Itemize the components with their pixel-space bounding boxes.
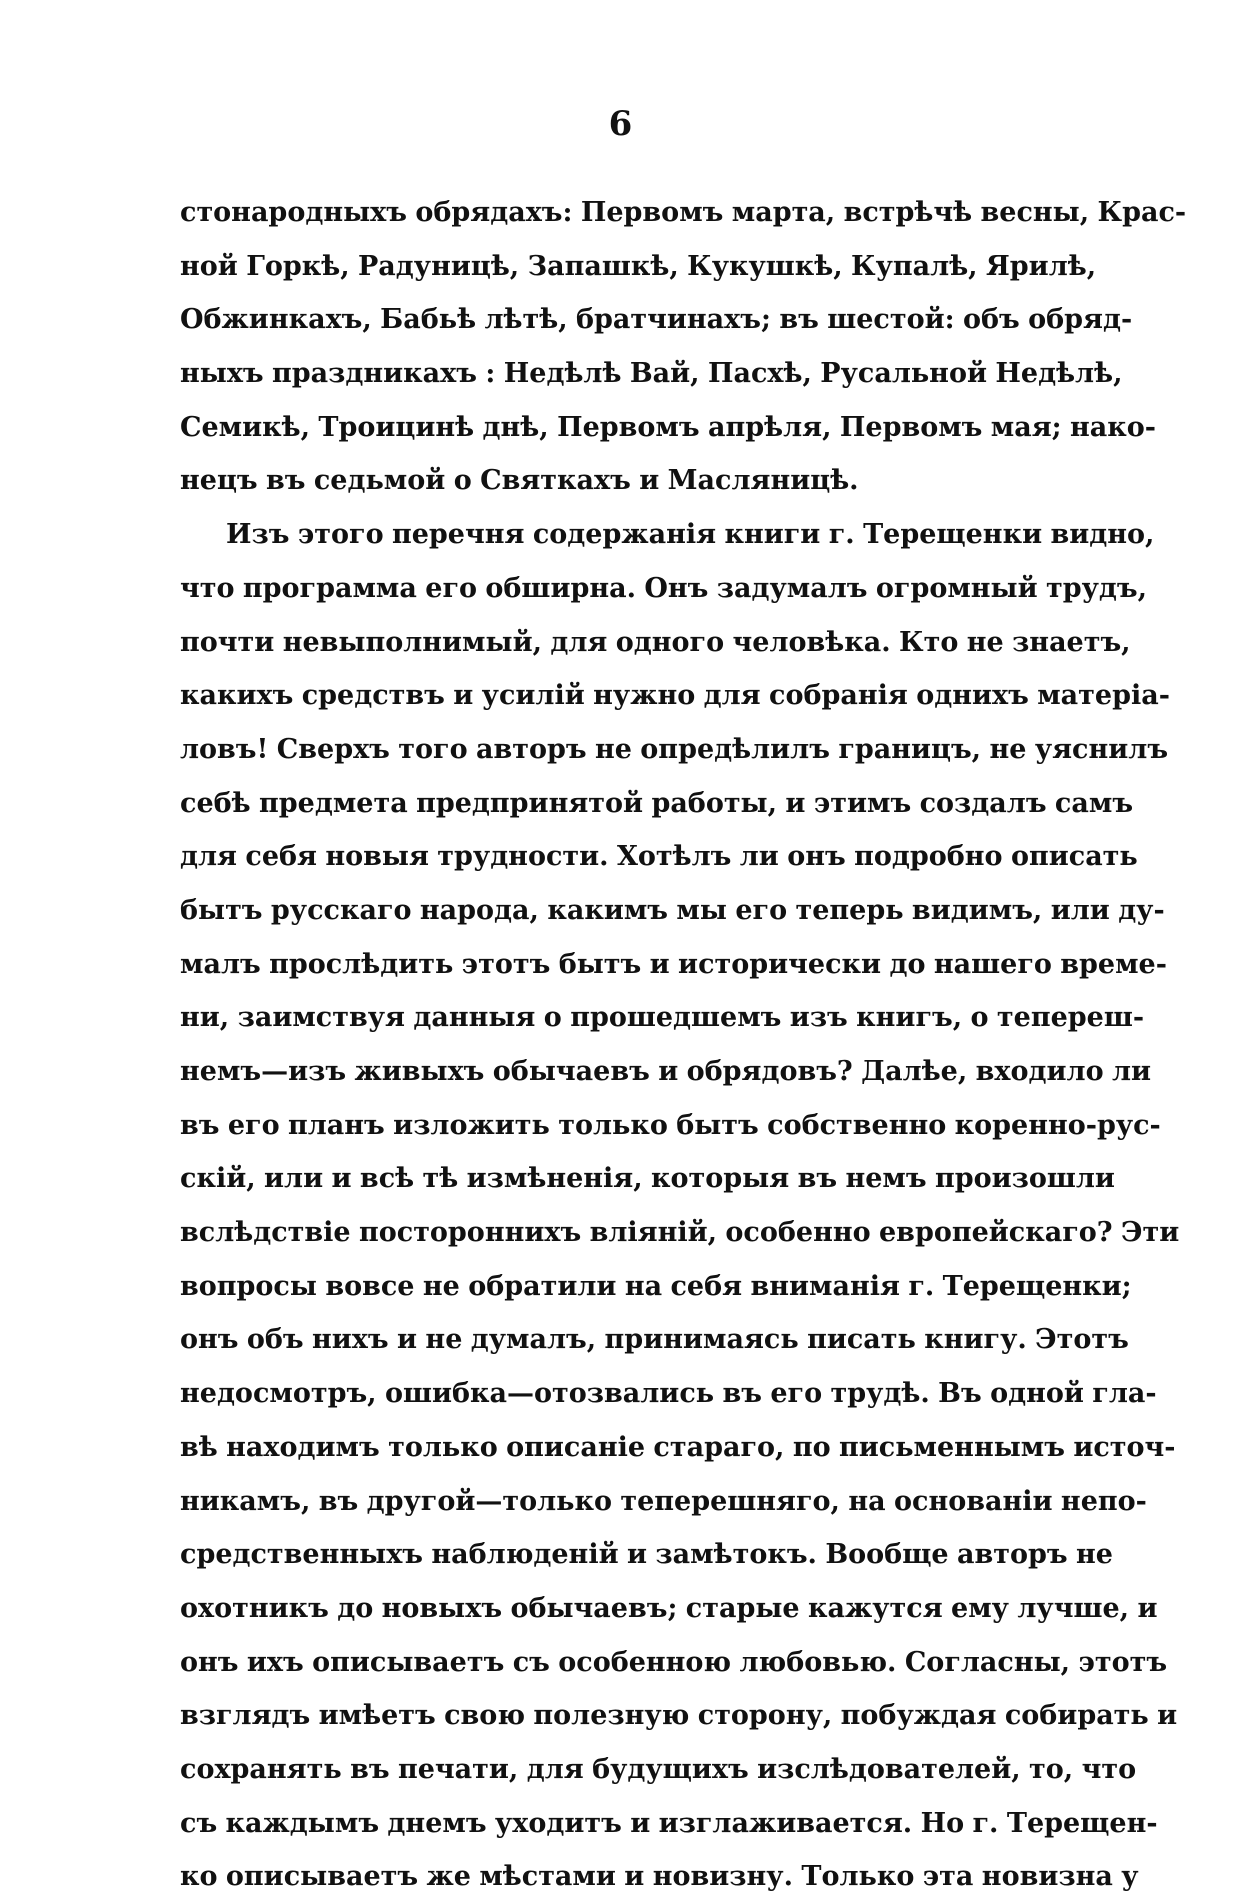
paragraph-1 — [180, 186, 1187, 508]
text-line: недосмотръ, ошибка—отозвались въ его трудѣ. Въ одной гла- — [180, 1378, 1157, 1410]
text-line: Обжинкахъ, Бабьѣ лѣтѣ, братчинахъ; въ шестой: объ обряд- — [180, 304, 1133, 336]
text-line: охотникъ до новыхъ обычаевъ; старые кажутся ему лучше, и — [180, 1592, 1158, 1624]
text-block — [180, 186, 1187, 1904]
text-line: скій, или и всѣ тѣ измѣненія, которыя въ немъ произошли — [180, 1163, 1115, 1195]
text-line: ной Горкѣ, Радуницѣ, Запашкѣ, Кукушкѣ, Купалѣ, Ярилѣ, — [180, 250, 1097, 282]
text-line: нецъ въ седьмой о Святкахъ и Масляницѣ. — [180, 465, 859, 497]
text-line: ко описываетъ же мѣстами и новизну. Только эта новизна у — [180, 1861, 1139, 1893]
text-line: почти невыполнимый, для одного человѣка. Кто не знаетъ, — [180, 626, 1131, 658]
text-line: онъ ихъ описываетъ съ особенною любовью. Согласны, этотъ — [180, 1646, 1168, 1678]
text-line: ныхъ праздникахъ : Недѣлѣ Вай, Пасхѣ, Русальной Недѣлѣ, — [180, 358, 1123, 390]
text-line: Семикѣ, Троицинѣ днѣ, Первомъ апрѣля, Первомъ мая; нако- — [180, 411, 1157, 443]
text-line: Изъ этого перечня содержанія книги г. Терещенки видно, — [226, 519, 1155, 551]
text-line: что программа его обширна. Онъ задумалъ огромный трудъ, — [180, 572, 1148, 604]
text-line: стонародныхъ обрядахъ: Первомъ марта, встрѣчѣ весны, Крас- — [180, 197, 1187, 228]
text-line: себѣ предмета предпринятой работы, и этимъ создалъ самъ — [180, 787, 1134, 819]
text-line: вѣ находимъ только описаніе стараго, по письменнымъ источ- — [180, 1431, 1176, 1463]
text-line: взглядъ имѣетъ свою полезную сторону, побуждая собирать и — [180, 1700, 1178, 1732]
text-line: для себя новыя трудности. Хотѣлъ ли онъ подробно описать — [180, 841, 1138, 873]
text-line: ни, заимствуя данныя о прошедшемъ изъ книгъ, о теперeш- — [180, 1002, 1145, 1034]
text-line: съ каждымъ днемъ уходитъ и изглаживается. Но г. Терещен- — [180, 1807, 1158, 1839]
text-line: какихъ средствъ и усилій нужно для собранія однихъ матеріа- — [180, 680, 1170, 712]
text-line: средственныхъ наблюденій и замѣтокъ. Вообще авторъ не — [180, 1539, 1113, 1571]
page-number: 6 — [608, 104, 633, 144]
text-line: въ его планъ изложить только бытъ собственно коренно-рус- — [180, 1109, 1161, 1141]
text-line: сохранять въ печати, для будущихъ изслѣдователей, то, что — [180, 1753, 1137, 1785]
text-line: онъ объ нихъ и не думалъ, принимаясь писать книгу. Этотъ — [180, 1324, 1129, 1356]
text-line: малъ прослѣдить этотъ бытъ и исторически до нашего време- — [180, 948, 1167, 980]
text-line: вопросы вовсе не обратили на себя вниманія г. Терещенки; — [180, 1270, 1132, 1302]
text-line: ловъ! Сверхъ того авторъ не опредѣлилъ границъ, не уяснилъ — [180, 733, 1169, 765]
text-line: немъ—изъ живыхъ обычаевъ и обрядовъ? Далѣе, входило ли — [180, 1056, 1152, 1087]
text-line: вслѣдствіе постороннихъ вліяній, особенно европейскаго? Эти — [180, 1217, 1180, 1249]
text-line: никамъ, въ другой—только теперешняго, на основаніи непо- — [180, 1485, 1147, 1517]
paragraph-2 — [180, 508, 1180, 1904]
text-line: бытъ русскаго народа, какимъ мы его теперь видимъ, или ду- — [180, 894, 1165, 926]
